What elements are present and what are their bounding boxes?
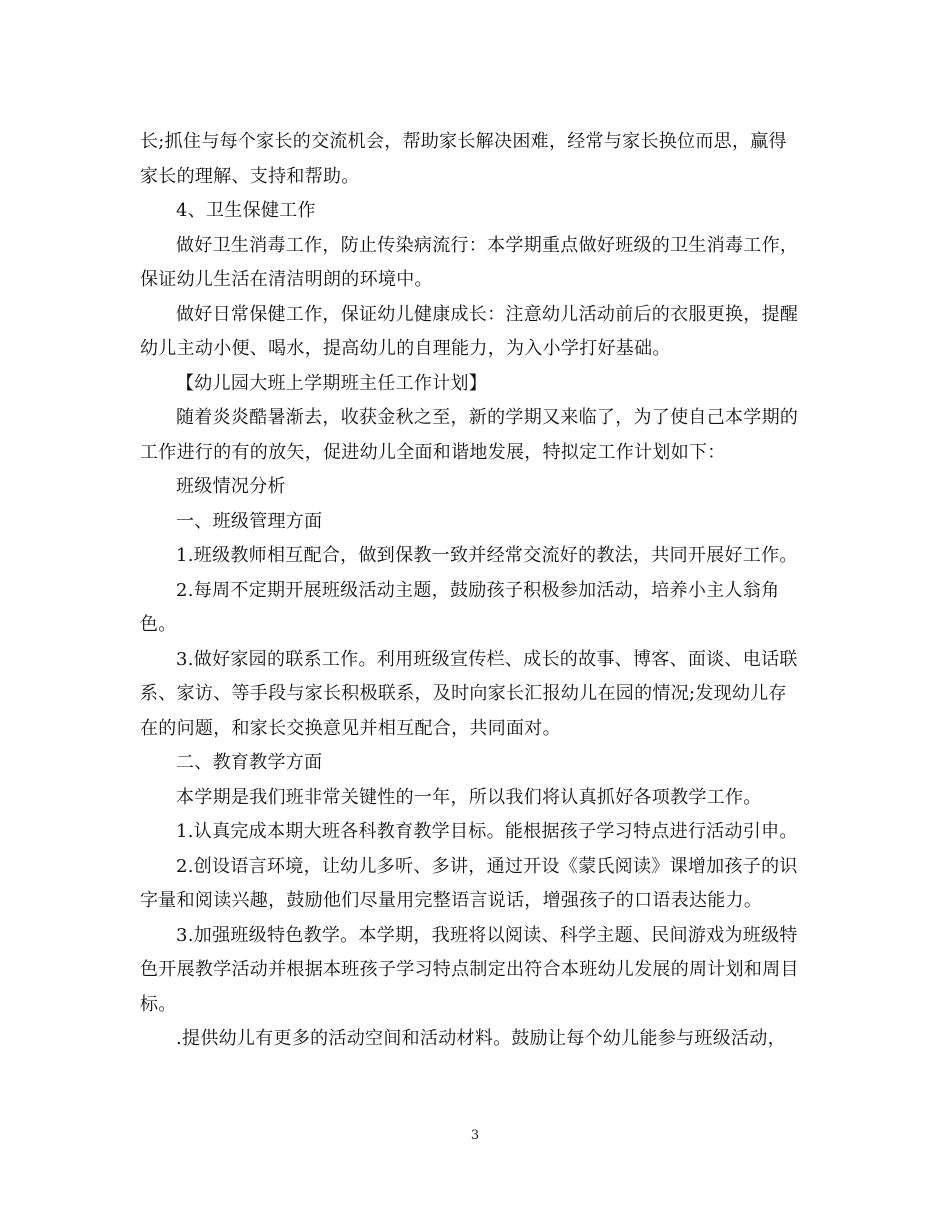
text-line: 家长的理解、支持和帮助。	[140, 165, 360, 187]
text-line: 在的问题，和家长交换意见并相互配合，共同面对。	[140, 717, 561, 739]
body-text	[140, 125, 820, 1057]
text-line: 本学期是我们班非常关键性的一年，所以我们将认真抓好各项教学工作。	[176, 786, 762, 808]
text-line: 2.创设语言环境，让幼儿多听、多讲，通过开设《蒙氏阅读》课增加孩子的识	[176, 855, 798, 877]
text-line: 字量和阅读兴趣，鼓励他们尽量用完整语言说话，增强孩子的口语表达能力。	[140, 890, 763, 911]
text-line: 长;抓住与每个家长的交流机会，帮助家长解决困难，经常与家长换位而思，赢得	[140, 131, 787, 152]
text-line: 保证幼儿生活在清洁明朗的环境中。	[140, 269, 433, 290]
text-line: 色。	[140, 614, 177, 635]
text-line: 做好日常保健工作，保证幼儿健康成长：注意幼儿活动前后的衣服更换，提醒	[176, 303, 799, 325]
text-line: 1.认真完成本期大班各科教育教学目标。能根据孩子学习特点进行活动引申。	[176, 821, 798, 842]
text-line: 1.班级教师相互配合，做到保教一致并经常交流好的教法，共同开展好工作。	[176, 545, 798, 566]
text-line: 班级情况分析	[176, 476, 286, 497]
text-line: 幼儿主动小便、喝水，提高幼儿的自理能力，为入小学打好基础。	[140, 338, 671, 359]
text-line: 色开展教学活动并根据本班孩子学习特点制定出符合本班幼儿发展的周计划和周目	[140, 959, 799, 980]
text-line: 二、教育教学方面	[176, 752, 323, 773]
text-line: 4、卫生保健工作	[176, 200, 316, 221]
text-line: 工作进行的有的放矢，促进幼儿全面和谐地发展，特拟定工作计划如下：	[140, 441, 726, 463]
text-line: 标。	[140, 993, 177, 1015]
page-number: 3	[470, 1128, 480, 1143]
text-line: 做好卫生消毒工作，防止传染病流行：本学期重点做好班级的卫生消毒工作，	[176, 234, 799, 256]
text-line: 一、班级管理方面	[176, 510, 323, 532]
text-line: 系、家访、等手段与家长积极联系，及时向家长汇报幼儿在园的情况;发现幼儿存	[140, 683, 787, 704]
text-line: .提供幼儿有更多的活动空间和活动材料。鼓励让每个幼儿能参与班级活动，	[176, 1028, 786, 1049]
text-line: 3.做好家园的联系工作。利用班级宣传栏、成长的故事、博客、面谈、电话联	[176, 648, 798, 670]
text-line: 2.每周不定期开展班级活动主题，鼓励孩子积极参加活动，培养小主人翁角	[176, 579, 780, 601]
text-line: 3.加强班级特色教学。本学期，我班将以阅读、科学主题、民间游戏为班级特	[176, 924, 798, 946]
text-line: 随着炎炎酷暑渐去，收获金秋之至，新的学期又来临了，为了使自己本学期的	[176, 407, 799, 428]
text-line: 【幼儿园大班上学期班主任工作计划】	[176, 372, 488, 394]
